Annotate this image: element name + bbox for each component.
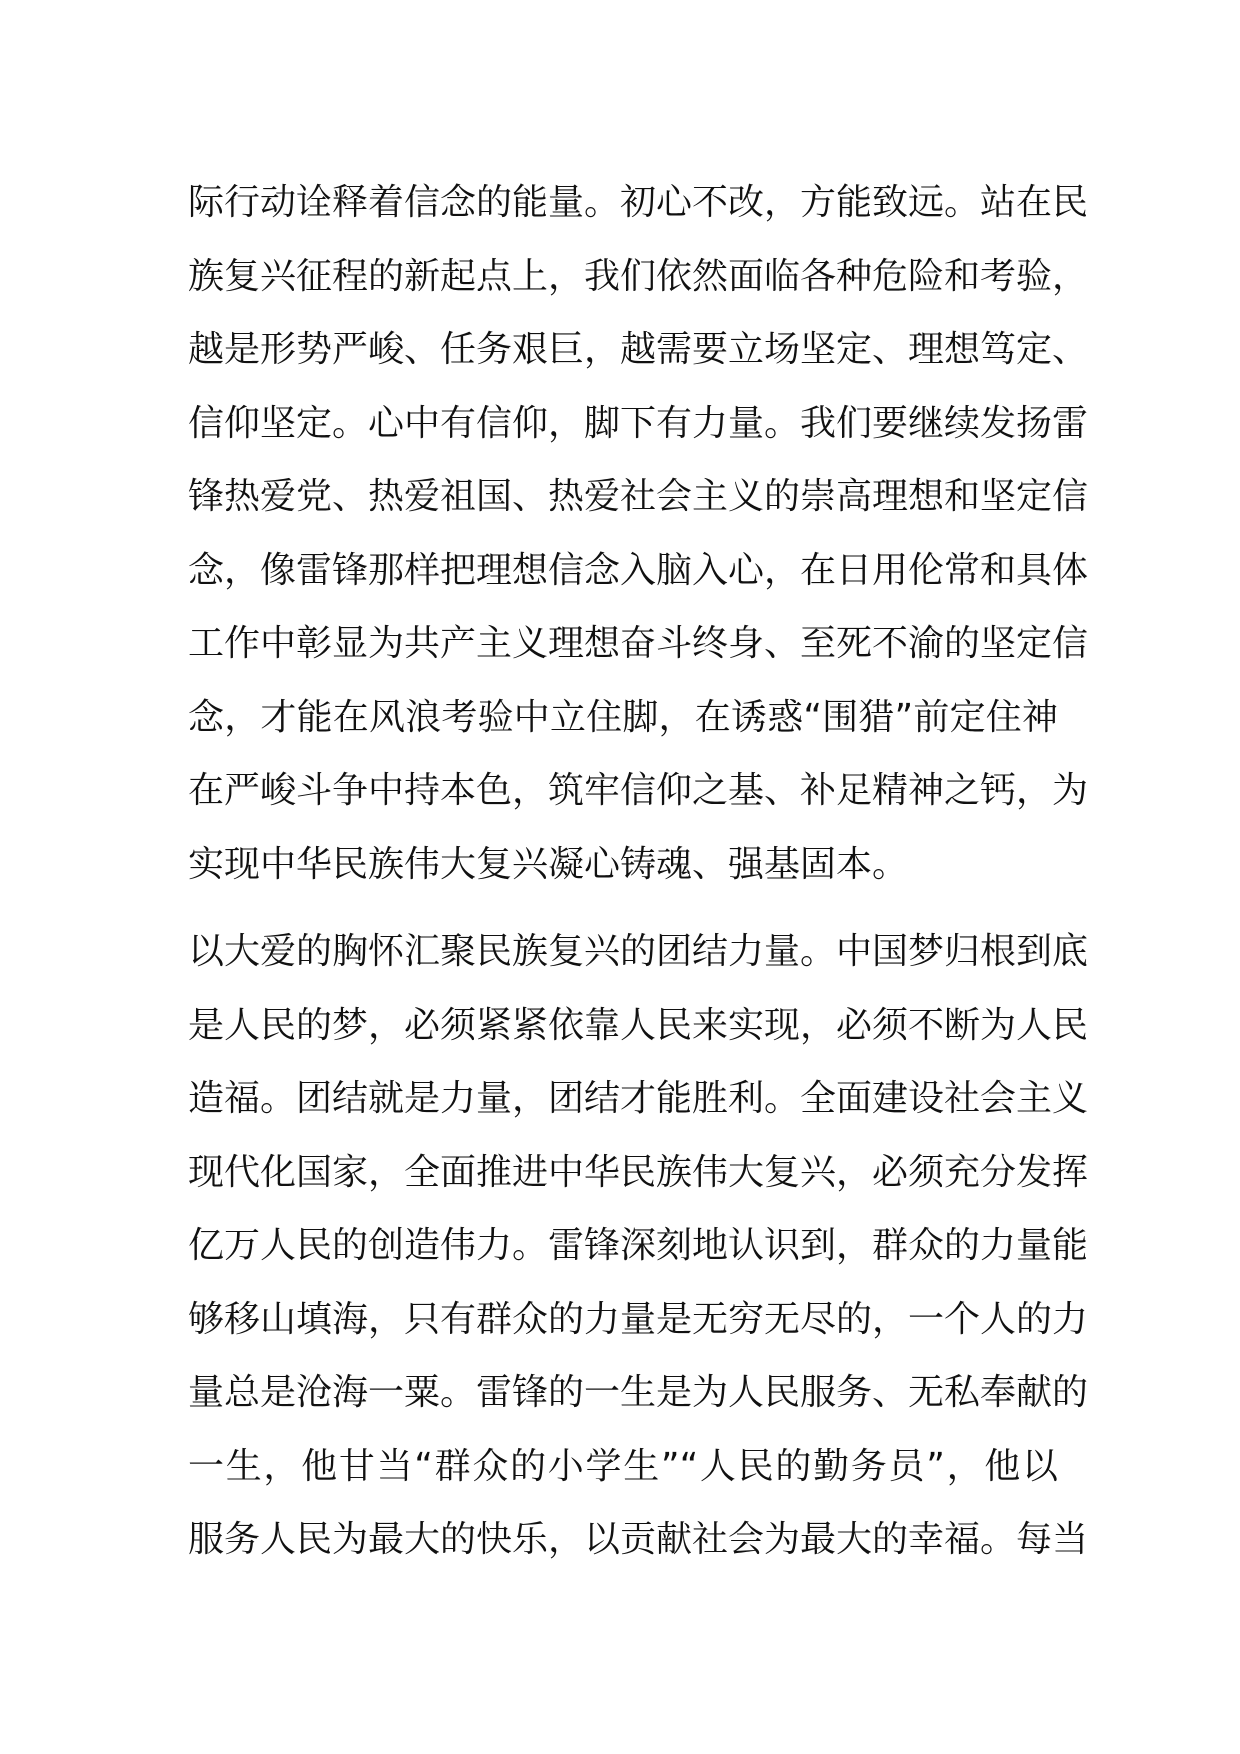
paragraph [188, 915, 1089, 1577]
text-line: 族复兴征程的新起点上，我们依然面临各种危险和考验， [188, 255, 1089, 297]
text-line: 实现中华民族伟大复兴凝心铸魂、强基固本。 [188, 843, 909, 885]
text-line: 念，才能在风浪考验中立住脚，在诱惑“围猎”前定住神 [188, 696, 1058, 738]
text-line: 是人民的梦，必须紧紧依靠人民来实现，必须不断为人民 [188, 1004, 1089, 1046]
text-line: 服务人民为最大的快乐，以贡献社会为最大的幸福。每当 [188, 1519, 1089, 1560]
text-line: 工作中彰显为共产主义理想奋斗终身、至死不渝的坚定信 [188, 623, 1089, 664]
text-line: 信仰坚定。心中有信仰，脚下有力量。我们要继续发扬雷 [188, 402, 1089, 444]
text-line: 锋热爱党、热爱祖国、热爱社会主义的崇高理想和坚定信 [188, 476, 1089, 517]
text-line: 够移山填海，只有群众的力量是无穷无尽的，一个人的力 [188, 1298, 1089, 1340]
text-line: 越是形势严峻、任务艰巨，越需要立场坚定、理想笃定、 [188, 329, 1089, 370]
text-line: 一生，他甘当“群众的小学生”“人民的勤务员”，他以 [188, 1445, 1058, 1487]
text-line: 造福。团结就是力量，团结才能胜利。全面建设社会主义 [188, 1078, 1089, 1119]
text-line: 念，像雷锋那样把理想信念入脑入心，在日用伦常和具体 [188, 549, 1089, 591]
text-line: 际行动诠释着信念的能量。初心不改，方能致远。站在民 [188, 182, 1089, 223]
text-line: 现代化国家，全面推进中华民族伟大复兴，必须充分发挥 [188, 1151, 1089, 1193]
text-line: 量总是沧海一粟。雷锋的一生是为人民服务、无私奉献的 [188, 1372, 1089, 1413]
text-line: 在严峻斗争中持本色，筑牢信仰之基、补足精神之钙，为 [188, 770, 1089, 811]
text-line: 亿万人民的创造伟力。雷锋深刻地认识到，群众的力量能 [188, 1225, 1089, 1266]
body-text [188, 166, 1089, 1577]
text-line: 以大爱的胸怀汇聚民族复兴的团结力量。中国梦归根到底 [188, 931, 1089, 972]
paragraph [188, 166, 1089, 901]
